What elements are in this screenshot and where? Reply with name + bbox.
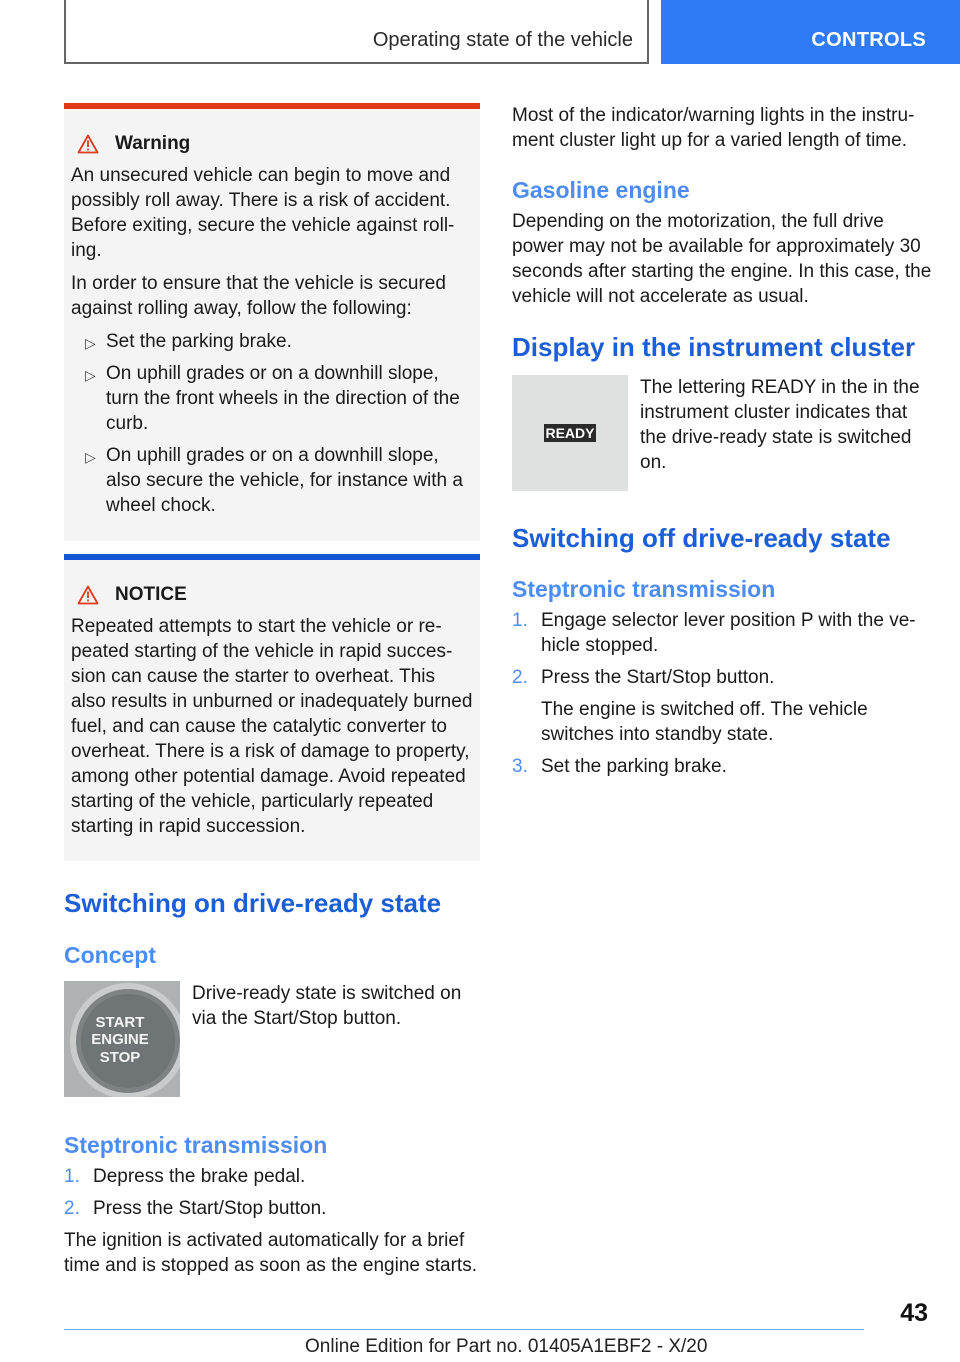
- notice-callout: [64, 554, 480, 861]
- edition-footer: Online Edition for Part no. 01405A1EBF2 - X/20: [305, 1336, 708, 1357]
- start-stop-button-image: [64, 981, 180, 1102]
- list-item: ▷ On uphill grades or on a downhill slope, also secure the vehicle, for instance with a wheel chock.: [85, 445, 463, 516]
- warning-label: Warning: [115, 133, 191, 154]
- display-heading: Display in the instrument cluster: [512, 332, 916, 362]
- button-label-line-2: ENGINE: [91, 1031, 149, 1048]
- bullet-triangle-icon: ▷: [85, 449, 96, 465]
- gasoline-text: Depending on the motorization, the full drive power may not be available for approximately 30 seconds after starting the engine. In this case, the vehicle will not accelerate as usual.: [512, 211, 932, 307]
- page-number: 43: [900, 1299, 928, 1327]
- ready-indicator-image: [512, 375, 628, 496]
- list-item: 3. Set the parking brake.: [512, 756, 727, 777]
- list-item: 2. Press the Start/Stop button.: [64, 1198, 327, 1219]
- section-label: CONTROLS: [811, 29, 926, 51]
- notice-triangle-icon: [77, 585, 99, 605]
- display-text: The lettering READY in the in the instrument cluster indicates that the drive-ready state is switched on.: [640, 377, 920, 473]
- warning-callout: [64, 103, 480, 541]
- footer-divider: [64, 1329, 864, 1330]
- concept-heading: Concept: [64, 942, 156, 968]
- warning-triangle-icon: [77, 134, 99, 154]
- list-item: 2. Press the Start/Stop button. The engine is switched off. The vehicle switches into standby state.: [512, 667, 868, 745]
- concept-text: Drive-ready state is switched on via the Start/Stop button.: [192, 983, 462, 1029]
- chapter-title: Operating state of the vehicle: [372, 29, 633, 51]
- switch-off-steps: [512, 608, 932, 779]
- steptronic-heading: Steptronic transmission: [64, 1132, 328, 1158]
- list-item: 1. Depress the brake pedal.: [64, 1166, 306, 1187]
- ready-label: READY: [545, 425, 595, 441]
- bullet-triangle-icon: ▷: [85, 335, 96, 351]
- notice-label: NOTICE: [115, 584, 187, 605]
- section-tab: [661, 0, 960, 64]
- list-item: ▷ Set the parking brake.: [71, 329, 473, 354]
- warning-heading: [71, 133, 473, 155]
- notice-body: Repeated attempts to start the vehicle or re-peated starting of the vehicle in rapid succes-sion can cause the starter to overheat. This also results in unburned or inadequately burned fuel, and can cause the catalytic converter to overheat. There is a risk of damage to property, among other potential damage. Avoid repeated starting of the vehicle, particularly repeated starting in rapid succession.: [71, 616, 473, 837]
- warning-paragraph-1: An unsecured vehicle can begin to move and possibly roll away. There is a risk of accident. Before exiting, secure the vehicle against roll-ing.: [71, 165, 455, 261]
- bullet-triangle-icon: ▷: [85, 367, 96, 383]
- concept-figure-row: [64, 981, 480, 1102]
- list-item: ▷ On uphill grades or on a downhill slope, turn the front wheels in the direction of the curb.: [85, 363, 460, 434]
- display-figure-row: [512, 375, 932, 496]
- list-item: 1. Engage selector lever position P with the ve-hicle stopped.: [512, 610, 916, 656]
- off-steptronic-heading: Steptronic transmission: [512, 576, 776, 602]
- indicator-intro: Most of the indicator/warning lights in the instru-ment cluster light up for a varied length of time.: [512, 105, 915, 151]
- running-header: [64, 0, 649, 64]
- warning-bullet-list: [71, 329, 473, 518]
- switch-on-steps: [64, 1164, 480, 1221]
- gasoline-heading: Gasoline engine: [512, 177, 690, 203]
- button-label-line-1: START: [95, 1014, 145, 1031]
- ignition-note: The ignition is activated automatically for a brief time and is stopped as soon as the engine starts.: [64, 1230, 477, 1276]
- button-label-line-3: STOP: [99, 1049, 141, 1066]
- notice-heading: [71, 584, 473, 606]
- warning-paragraph-2: In order to ensure that the vehicle is secured against rolling away, follow the following:: [71, 273, 446, 319]
- switch-on-heading: Switching on drive-ready state: [64, 888, 442, 918]
- right-column: [512, 103, 932, 786]
- left-column: [64, 103, 480, 1286]
- switch-off-heading: Switching off drive-ready state: [512, 523, 891, 553]
